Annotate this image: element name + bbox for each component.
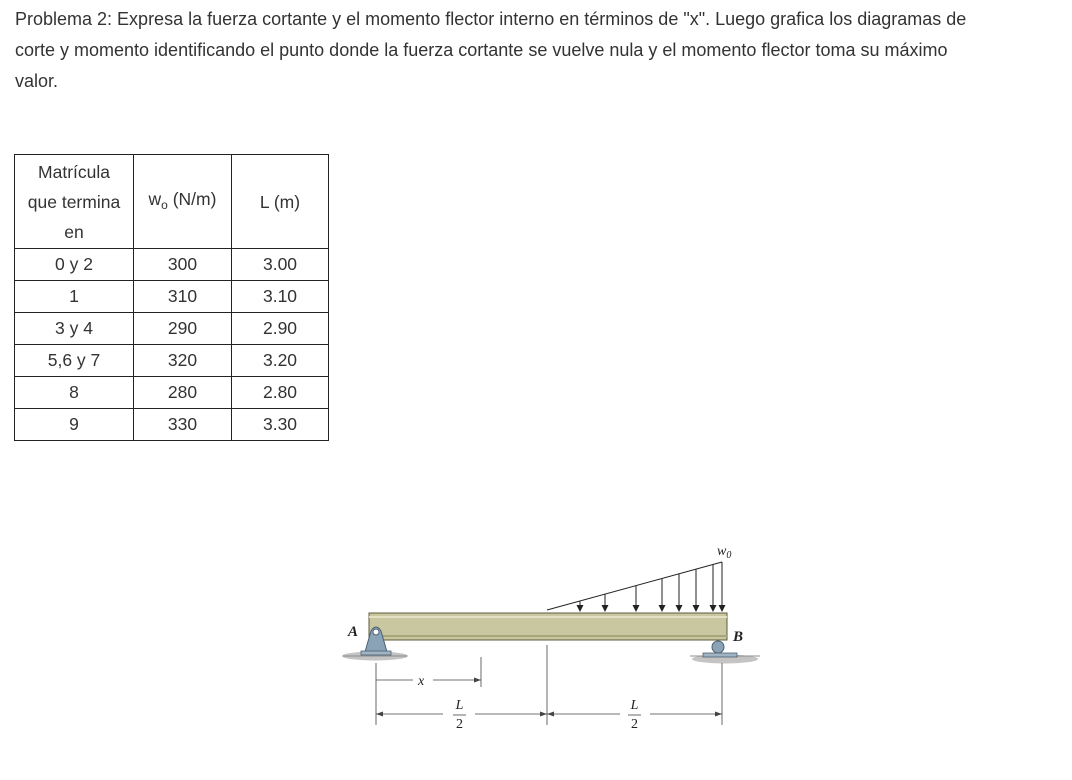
table-row [15,313,329,345]
beam-diagram [335,535,765,745]
support-b-label: B [733,629,744,645]
data-table [14,154,329,441]
header-wo: $w_o$ (N/m) [134,155,232,249]
length-dimension [376,645,722,725]
table-body [15,249,329,441]
cell-length: 3.20 [232,345,329,377]
load-label: $w_0$ [717,544,732,561]
cell-length: 3.30 [232,409,329,441]
cell-wo: 290 [134,313,232,345]
table-row [15,281,329,313]
distributed-load [547,562,722,610]
cell-wo: 330 [134,409,232,441]
header-matricula: Matrícula que termina en [15,155,134,249]
support-a-label: A [348,624,359,640]
half-length-label-left-denominator: 2 [456,717,463,732]
cell-length: 2.90 [232,313,329,345]
half-length-label-right-numerator: L [630,698,639,713]
cell-length: 2.80 [232,377,329,409]
problem-line-3: valor. [15,71,59,91]
cell-matricula: 1 [15,281,134,313]
cell-matricula: 9 [15,409,134,441]
header-length: L (m) [232,155,329,249]
half-length-label-left-numerator: L [455,698,464,713]
cell-length: 3.00 [232,249,329,281]
x-label: x [418,674,425,689]
half-length-label-right-denominator: 2 [631,717,638,732]
problem-line-2: corte y momento identificando el punto donde la fuerza cortante se vuelve nula y el momento flector toma su máximo [15,40,948,60]
table-row [15,377,329,409]
table-header-row [15,155,329,249]
cell-matricula: 3 y 4 [15,313,134,345]
cell-matricula: 0 y 2 [15,249,134,281]
cell-length: 3.10 [232,281,329,313]
x-dimension [376,657,481,687]
problem-statement [15,4,1060,97]
cell-matricula: 5,6 y 7 [15,345,134,377]
cell-matricula: 8 [15,377,134,409]
cell-wo: 310 [134,281,232,313]
load-arrowheads [577,605,726,612]
cell-wo: 280 [134,377,232,409]
table-row [15,409,329,441]
cell-wo: 320 [134,345,232,377]
table-row [15,345,329,377]
problem-line-1: Problema 2: Expresa la fuerza cortante y el momento flector interno en términos de "x". Luego grafica los diagramas de [15,9,967,29]
roller-support-b [703,641,737,657]
table-row [15,249,329,281]
cell-wo: 300 [134,249,232,281]
